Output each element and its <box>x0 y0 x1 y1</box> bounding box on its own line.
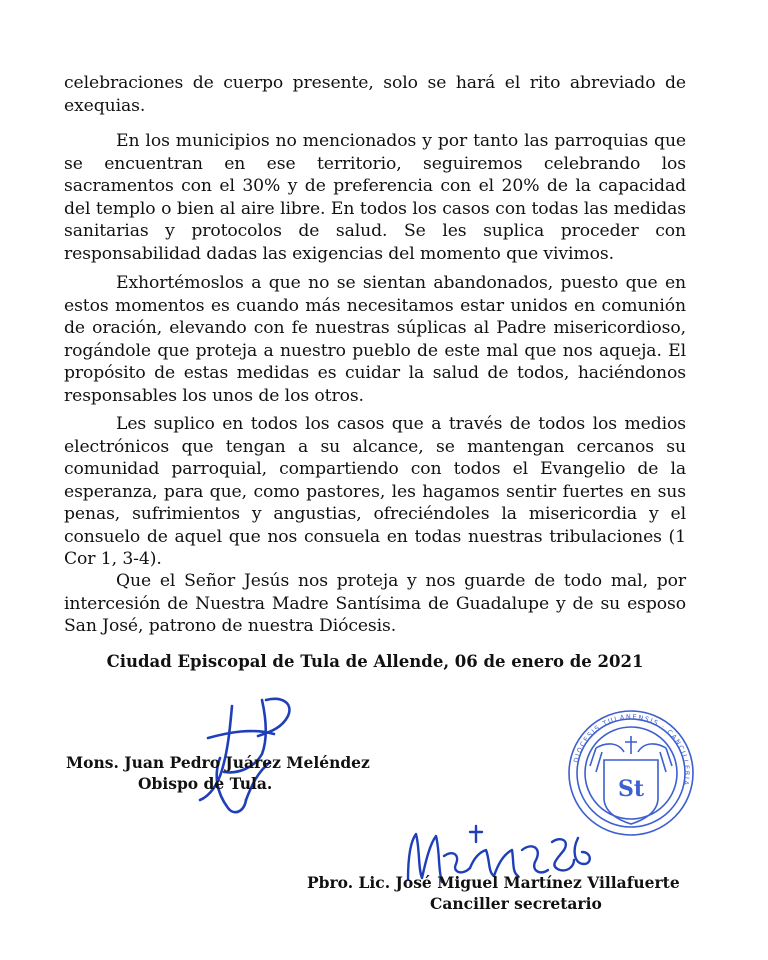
bishop-name: Mons. Juan Pedro Juárez Meléndez <box>66 753 370 772</box>
paragraph-5-text: Que el Señor Jesús nos proteja y nos guarde de todo mal, por intercesión de Nuestra Madre Santísima de Guadalupe y de su esposo San José, patrono de nuestra Diócesis. <box>64 571 686 636</box>
paragraph-4 <box>64 413 686 571</box>
paragraph-1 <box>64 72 686 117</box>
paragraph-4-text: Les suplico en todos los casos que a través de todos los medios electrónicos que tengan a su alcance, se mantengan cercanos su comunidad parroquial, compartiendo con todos el Evangelio de la esperanza, para que, como pastores, les hagamos sentir fuertes en sus penas, sufrimientos y angustias, ofreciéndoles la misericordia y el consuelo de aquel que nos consuela en todas nuestras tribulaciones (1 Cor 1, 3-4). <box>64 414 686 569</box>
paragraph-2 <box>64 130 686 265</box>
paragraph-1-text: celebraciones de cuerpo presente, solo se hará el rito abreviado de exequias. <box>64 73 686 116</box>
place-and-date: Ciudad Episcopal de Tula de Allende, 06 de enero de 2021 <box>106 652 644 671</box>
paragraph-2-text: En los municipios no mencionados y por tanto las parroquias que se encuentran en ese territorio, seguiremos celebrando los sacramentos con el 30% y de preferencia con el 20% de la capacidad del templo o bien al aire libre. En todos los casos con todas las medidas sanitarias y protocolos de salud. Se les suplica proceder con responsabilidad dadas las exigencias del momento que vivimos. <box>64 131 686 264</box>
svg-text:DIOCESIS TULANENSIS · CANCILLE: DIOCESIS TULANENSIS · CANCILLERIA <box>572 712 692 788</box>
seal-monogram: St <box>617 776 645 802</box>
paragraph-3-text: Exhortémoslos a que no se sientan abandonados, puesto que en estos momentos es cuando más necesitamos estar unidos en comunión de oración, elevando con fe nuestras súplicas al Padre misericordioso, rogándole que proteja a nuestro pueblo de este mal que nos aqueja. El propósito de estas medidas es cuidar la salud de todos, haciéndonos responsables los unos de los otros. <box>64 273 686 406</box>
diocese-seal-icon <box>566 708 696 838</box>
chancellor-title: Canciller secretario <box>430 894 602 913</box>
paragraph-3 <box>64 272 686 407</box>
bishop-title: Obispo de Tula. <box>138 774 273 793</box>
paragraph-5 <box>64 570 686 638</box>
chancellor-name: Pbro. Lic. José Miguel Martínez Villafuerte <box>307 873 680 892</box>
